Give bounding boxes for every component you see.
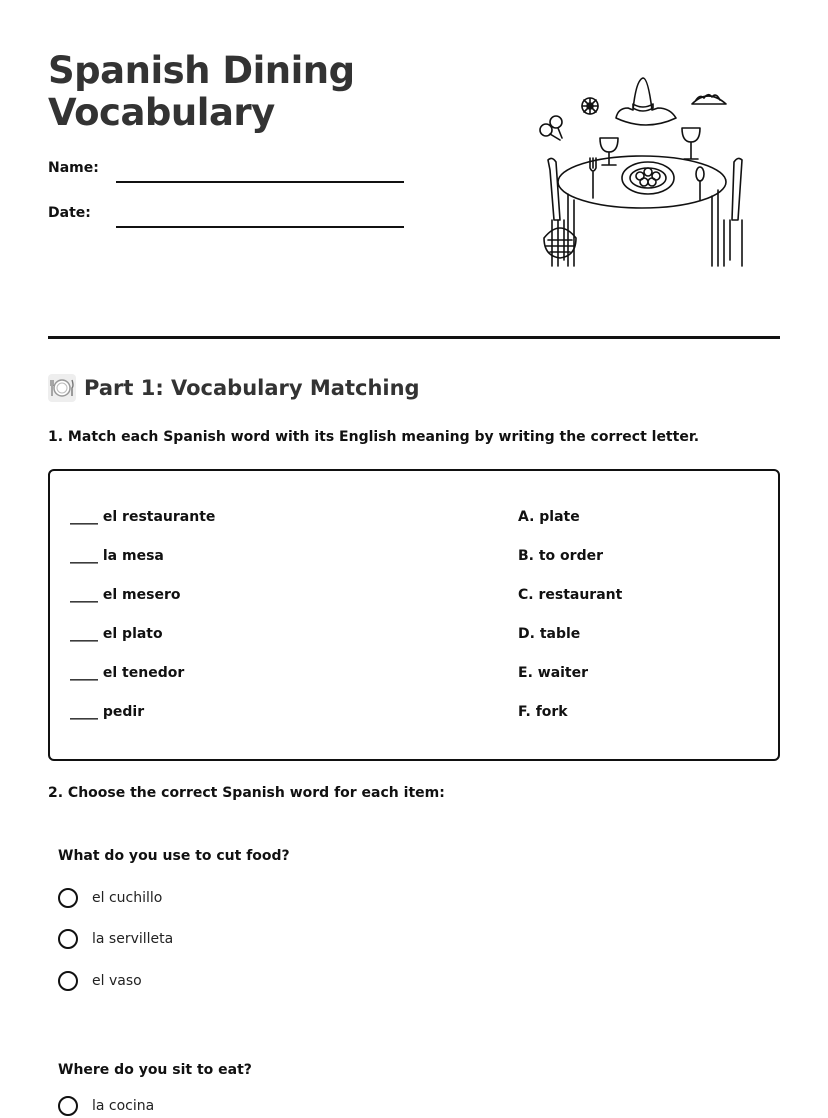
mc-question-2: Where do you sit to eat?: [58, 1062, 252, 1078]
radio-button[interactable]: [58, 1096, 78, 1116]
spanish-term: ____ el mesero: [70, 587, 181, 603]
name-label: Name:: [48, 160, 99, 176]
radio-button[interactable]: [58, 929, 78, 949]
option-label: el cuchillo: [92, 890, 163, 906]
mc-option[interactable]: [58, 927, 173, 951]
matching-row: [50, 665, 778, 687]
english-option: E. waiter: [518, 665, 589, 681]
matching-row: [50, 548, 778, 570]
english-option: F. fork: [518, 704, 568, 720]
date-label: Date:: [48, 205, 91, 221]
matching-row: [50, 704, 778, 726]
name-field[interactable]: [116, 181, 404, 183]
title-line-2: Vocabulary: [48, 91, 275, 134]
date-field[interactable]: [116, 226, 404, 228]
english-option: B. to order: [518, 548, 603, 564]
mc-option[interactable]: [58, 886, 162, 910]
page-title: [48, 50, 355, 134]
option-label: la cocina: [92, 1098, 155, 1114]
radio-button[interactable]: [58, 888, 78, 908]
english-option: C. restaurant: [518, 587, 623, 603]
section-divider: [48, 336, 780, 339]
part1-title: [48, 374, 420, 402]
matching-row: [50, 509, 778, 531]
spanish-term: ____ el plato: [70, 626, 163, 642]
question-2-heading: 2. Choose the correct Spanish word for each item:: [48, 785, 445, 801]
mc-option[interactable]: [58, 1094, 154, 1118]
matching-box: [48, 469, 780, 761]
spanish-term: ____ el restaurante: [70, 509, 216, 525]
spanish-term: ____ el tenedor: [70, 665, 185, 681]
matching-row: [50, 587, 778, 609]
title-line-1: Spanish Dining: [48, 49, 355, 92]
restaurant-table-illustration-icon: [530, 70, 750, 275]
question-1-heading: 1. Match each Spanish word with its English meaning by writing the correct letter.: [48, 429, 700, 445]
english-option: D. table: [518, 626, 581, 642]
english-option: A. plate: [518, 509, 580, 525]
plate-cutlery-icon: [48, 374, 76, 402]
option-label: el vaso: [92, 973, 142, 989]
spanish-term: ____ pedir: [70, 704, 145, 720]
option-label: la servilleta: [92, 931, 174, 947]
mc-option[interactable]: [58, 969, 142, 993]
spanish-term: ____ la mesa: [70, 548, 164, 564]
radio-button[interactable]: [58, 971, 78, 991]
part1-title-text: Part 1: Vocabulary Matching: [84, 376, 420, 400]
matching-row: [50, 626, 778, 648]
mc-question-1: What do you use to cut food?: [58, 848, 290, 864]
